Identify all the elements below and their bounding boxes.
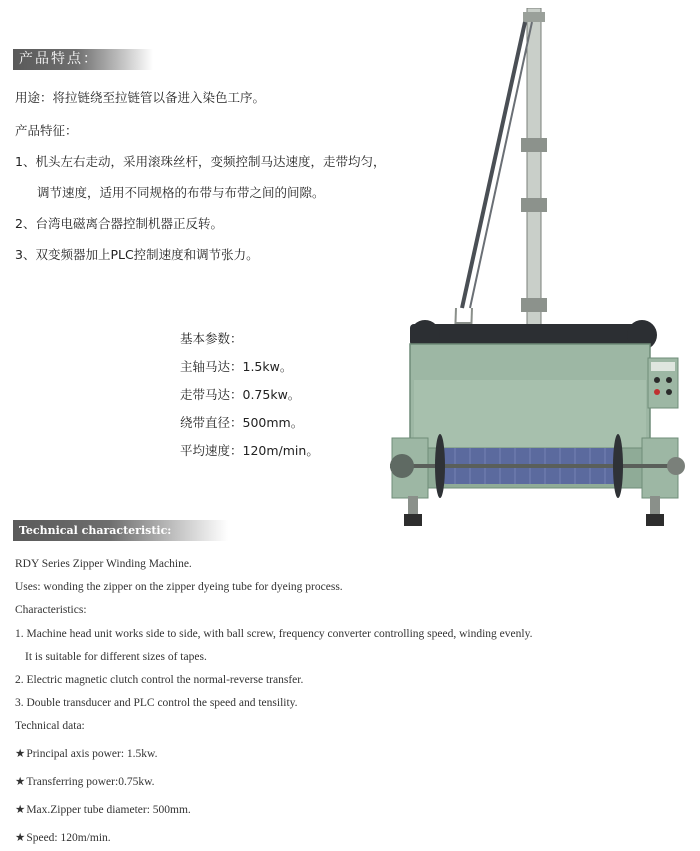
char-3: 3. Double transducer and PLC control the speed and tensility. — [15, 697, 298, 709]
feature-1-line1: 1、机头左右走动，采用滚珠丝杆，变频控制马达速度，走带均匀， — [15, 154, 386, 169]
star-icon: ★ — [15, 832, 26, 844]
cn-section-header: 产品特点： — [13, 49, 153, 70]
tech-item: ★Speed: 120m/min. — [15, 832, 111, 844]
model-text: RDY Series Zipper Winding Machine. — [15, 558, 192, 570]
tech-item: ★Principal axis power: 1.5kw. — [15, 748, 158, 760]
feature-1-line2: 调节速度，适用不同规格的布带与布带之间的间隙。 — [37, 185, 325, 200]
winding-machine-image — [380, 8, 695, 538]
uses-text: Uses: wonding the zipper on the zipper dyeing tube for dyeing process. — [15, 581, 343, 593]
char-2: 2. Electric magnetic clutch control the normal-reverse transfer. — [15, 674, 304, 686]
specs-title: 基本参数： — [180, 331, 243, 346]
spec-item: 平均速度：120m/min。 — [180, 443, 319, 458]
star-icon: ★ — [15, 804, 26, 816]
tech-item: ★Transferring power:0.75kw. — [15, 776, 155, 788]
spec-item: 走带马达：0.75kw。 — [180, 387, 301, 402]
star-icon: ★ — [15, 776, 26, 788]
feature-2: 2、台湾电磁离合器控制机器正反转。 — [15, 216, 223, 231]
spec-item: 主轴马达：1.5kw。 — [180, 359, 293, 374]
spec-item: 绕带直径：500mm。 — [180, 415, 304, 430]
tech-data-title: Technical data: — [15, 720, 85, 732]
feature-3: 3、双变频器加上PLC控制速度和调节张力。 — [15, 247, 259, 262]
char-1-line2: It is suitable for different sizes of tapes. — [25, 651, 207, 663]
characteristics-title: Characteristics: — [15, 604, 87, 616]
tech-item: ★Max.Zipper tube diameter: 500mm. — [15, 804, 191, 816]
usage-text: 用途：将拉链绕至拉链管以备进入染色工序。 — [15, 90, 266, 105]
char-1-line1: 1. Machine head unit works side to side, with ball screw, frequency converter controlling speed, winding evenly. — [15, 628, 533, 640]
en-section-header: Technical characteristic: — [13, 520, 228, 541]
star-icon: ★ — [15, 748, 26, 760]
features-title: 产品特征： — [15, 123, 78, 138]
